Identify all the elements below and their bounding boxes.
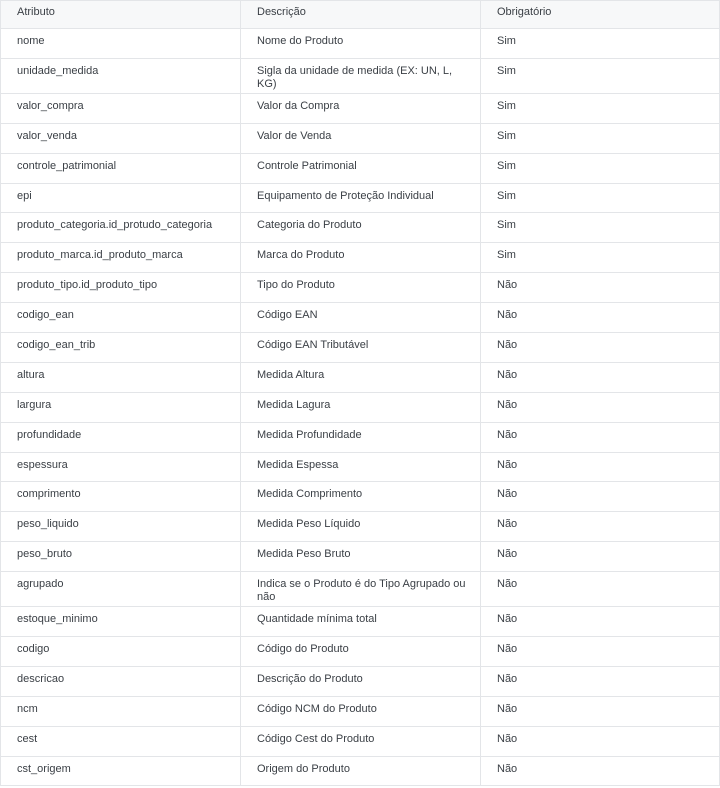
cell-descricao: Código Cest do Produto <box>241 726 481 756</box>
header-obrigatorio: Obrigatório <box>481 1 720 29</box>
cell-obrigatorio: Não <box>481 333 720 363</box>
cell-obrigatorio: Não <box>481 273 720 303</box>
table-body <box>1 29 720 786</box>
cell-atributo: profundidade <box>1 422 241 452</box>
table-row <box>1 303 720 333</box>
table-row <box>1 58 720 93</box>
cell-atributo: controle_patrimonial <box>1 153 241 183</box>
cell-atributo: valor_venda <box>1 123 241 153</box>
table-row <box>1 542 720 572</box>
cell-descricao: Tipo do Produto <box>241 273 481 303</box>
cell-atributo: agrupado <box>1 572 241 607</box>
cell-obrigatorio: Sim <box>481 153 720 183</box>
cell-obrigatorio: Não <box>481 482 720 512</box>
cell-obrigatorio: Sim <box>481 183 720 213</box>
table-row <box>1 666 720 696</box>
cell-descricao: Controle Patrimonial <box>241 153 481 183</box>
table-row <box>1 422 720 452</box>
cell-atributo: ncm <box>1 696 241 726</box>
table-row <box>1 123 720 153</box>
cell-descricao: Código EAN <box>241 303 481 333</box>
cell-atributo: nome <box>1 29 241 59</box>
cell-atributo: epi <box>1 183 241 213</box>
cell-descricao: Medida Altura <box>241 362 481 392</box>
cell-descricao: Valor de Venda <box>241 123 481 153</box>
table-row <box>1 726 720 756</box>
cell-obrigatorio: Não <box>481 392 720 422</box>
cell-descricao: Medida Peso Líquido <box>241 512 481 542</box>
cell-atributo: codigo_ean <box>1 303 241 333</box>
cell-descricao: Categoria do Produto <box>241 213 481 243</box>
cell-obrigatorio: Não <box>481 726 720 756</box>
table-row <box>1 482 720 512</box>
table-row <box>1 512 720 542</box>
cell-obrigatorio: Sim <box>481 93 720 123</box>
cell-obrigatorio: Sim <box>481 29 720 59</box>
table-row <box>1 183 720 213</box>
cell-descricao: Medida Comprimento <box>241 482 481 512</box>
cell-obrigatorio: Não <box>481 637 720 667</box>
cell-descricao: Indica se o Produto é do Tipo Agrupado ou não <box>241 572 481 607</box>
table-row <box>1 243 720 273</box>
cell-atributo: produto_tipo.id_produto_tipo <box>1 273 241 303</box>
cell-atributo: unidade_medida <box>1 58 241 93</box>
table-row <box>1 696 720 726</box>
cell-obrigatorio: Não <box>481 756 720 786</box>
cell-atributo: produto_marca.id_produto_marca <box>1 243 241 273</box>
cell-obrigatorio: Sim <box>481 58 720 93</box>
cell-descricao: Código NCM do Produto <box>241 696 481 726</box>
cell-atributo: descricao <box>1 666 241 696</box>
cell-descricao: Código EAN Tributável <box>241 333 481 363</box>
cell-obrigatorio: Não <box>481 696 720 726</box>
table-row <box>1 93 720 123</box>
cell-atributo: estoque_minimo <box>1 607 241 637</box>
table-row <box>1 607 720 637</box>
cell-descricao: Nome do Produto <box>241 29 481 59</box>
cell-atributo: cest <box>1 726 241 756</box>
table-row <box>1 572 720 607</box>
cell-atributo: cst_origem <box>1 756 241 786</box>
cell-descricao: Marca do Produto <box>241 243 481 273</box>
cell-obrigatorio: Não <box>481 362 720 392</box>
cell-descricao: Descrição do Produto <box>241 666 481 696</box>
cell-obrigatorio: Sim <box>481 213 720 243</box>
cell-descricao: Medida Lagura <box>241 392 481 422</box>
cell-obrigatorio: Não <box>481 607 720 637</box>
table-row <box>1 362 720 392</box>
table-row <box>1 273 720 303</box>
cell-atributo: espessura <box>1 452 241 482</box>
cell-obrigatorio: Não <box>481 303 720 333</box>
header-atributo: Atributo <box>1 1 241 29</box>
table-row <box>1 153 720 183</box>
cell-descricao: Medida Peso Bruto <box>241 542 481 572</box>
cell-atributo: peso_liquido <box>1 512 241 542</box>
table-row <box>1 452 720 482</box>
cell-obrigatorio: Não <box>481 422 720 452</box>
cell-obrigatorio: Sim <box>481 123 720 153</box>
cell-atributo: valor_compra <box>1 93 241 123</box>
cell-atributo: altura <box>1 362 241 392</box>
cell-obrigatorio: Não <box>481 666 720 696</box>
cell-atributo: comprimento <box>1 482 241 512</box>
table-row <box>1 213 720 243</box>
cell-obrigatorio: Não <box>481 572 720 607</box>
cell-obrigatorio: Sim <box>481 243 720 273</box>
cell-descricao: Sigla da unidade de medida (EX: UN, L, KG) <box>241 58 481 93</box>
cell-obrigatorio: Não <box>481 512 720 542</box>
cell-atributo: produto_categoria.id_protudo_categoria <box>1 213 241 243</box>
cell-descricao: Medida Profundidade <box>241 422 481 452</box>
table-row <box>1 392 720 422</box>
table-row <box>1 637 720 667</box>
cell-descricao: Equipamento de Proteção Individual <box>241 183 481 213</box>
cell-obrigatorio: Não <box>481 542 720 572</box>
cell-obrigatorio: Não <box>481 452 720 482</box>
cell-atributo: codigo <box>1 637 241 667</box>
cell-descricao: Quantidade mínima total <box>241 607 481 637</box>
table-row <box>1 756 720 786</box>
cell-atributo: largura <box>1 392 241 422</box>
header-descricao: Descrição <box>241 1 481 29</box>
cell-descricao: Origem do Produto <box>241 756 481 786</box>
cell-atributo: peso_bruto <box>1 542 241 572</box>
cell-descricao: Valor da Compra <box>241 93 481 123</box>
table-row <box>1 333 720 363</box>
cell-atributo: codigo_ean_trib <box>1 333 241 363</box>
cell-descricao: Medida Espessa <box>241 452 481 482</box>
table-header-row <box>1 1 720 29</box>
cell-descricao: Código do Produto <box>241 637 481 667</box>
table-row <box>1 29 720 59</box>
